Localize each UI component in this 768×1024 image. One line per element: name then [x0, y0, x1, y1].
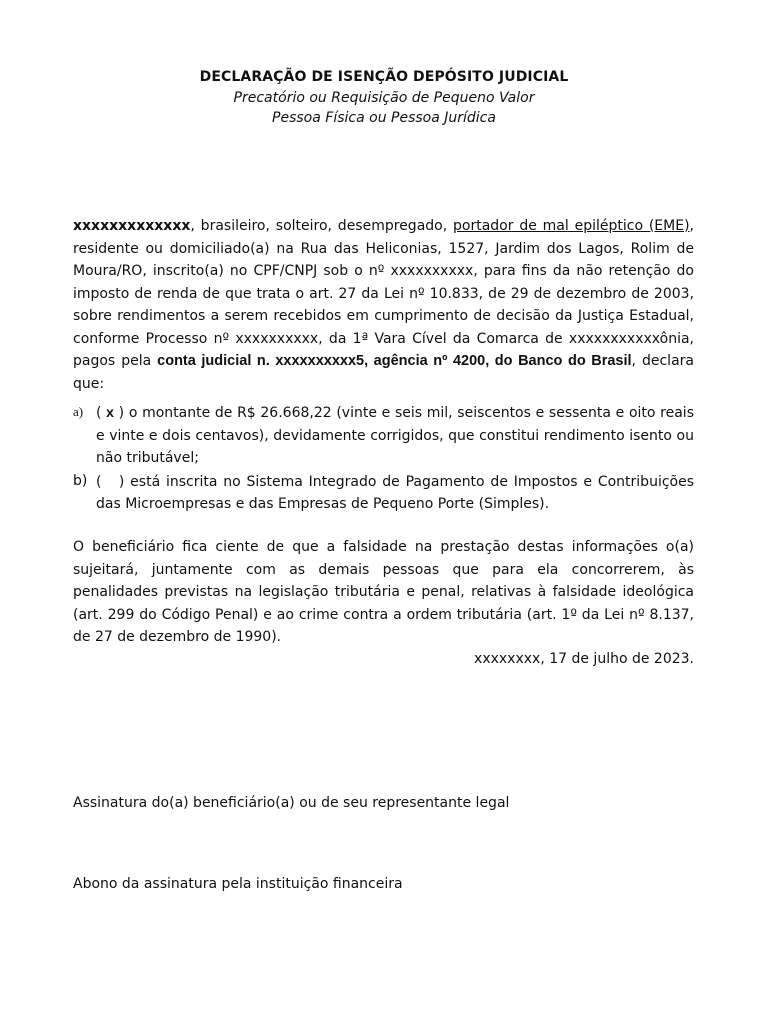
warning-paragraph: O beneficiário fica ciente de que a falsidade na prestação destas informações o(a) sujeitará, juntamente com as demais pessoas que para ela concorrerem, às penalidades previstas na legislação tributária e penal, relativas à falsidade ideológica (art. 299 do Código Penal) e ao crime contra a ordem tributária (art. 1º da Lei nº 8.137, de 27 de dezembro de 1990). — [73, 539, 694, 645]
document-subtitle-1: Precatório ou Requisição de Pequeno Valor — [233, 90, 535, 106]
item-letter: a) — [73, 404, 84, 419]
intro-paragraph — [73, 215, 694, 395]
judicial-account: conta judicial n. xxxxxxxxxx5, agência nº 4200, do Banco do Brasil — [157, 353, 632, 369]
checkbox-close: ) — [113, 405, 129, 421]
checkbox-open: ( — [96, 473, 119, 490]
item-description: o montante de R$ 26.668,22 (vinte e seis mil, seiscentos e sessenta e oito reais e vinte e dois centavos), devidamente corrigidos, que constitui rendimento isento ou não tributável; — [96, 405, 694, 466]
item-text — [96, 470, 694, 516]
item-description: está inscrita no Sistema Integrado de Pagamento de Impostos e Contribuições das Microempresas e das Empresas de Pequeno Porte (Simples). — [96, 473, 694, 512]
document-subtitle-2: Pessoa Física ou Pessoa Jurídica — [272, 110, 496, 126]
item-text — [96, 401, 694, 470]
medical-condition: portador de mal epiléptico (EME) — [453, 218, 690, 234]
checkbox-open: ( — [96, 405, 107, 421]
document-title: DECLARAÇÃO DE ISENÇÃO DEPÓSITO JUDICIAL — [199, 69, 569, 85]
beneficiary-signature-line: Assinatura do(a) beneficiário(a) ou de seu representante legal — [73, 795, 510, 811]
intro-text-part-3: , declara que: — [73, 353, 694, 392]
declarant-name: xxxxxxxxxxxxx — [73, 218, 191, 234]
item-letter: b) — [73, 472, 88, 489]
list-item — [73, 470, 694, 516]
bank-signature-line: Abono da assinatura pela instituição financeira — [73, 876, 403, 892]
declaration-items — [73, 401, 694, 516]
document-header — [0, 67, 768, 128]
checkbox-close: ) — [118, 473, 131, 490]
checkbox-mark: x — [106, 404, 114, 420]
intro-text-part-2: , residente ou domiciliado(a) na Rua das Heliconias, 1527, Jardim dos Lagos, Rolim de Moura/RO, inscrito(a) no CPF/CNPJ sob o nº xxxxxxxxxx, para fins da não retenção do imposto de renda de que trata o art. 27 da Lei nº 10.833, de 29 de dezembro de 2003, sobre rendimentos a serem recebidos em cumprimento de decisão da Justiça Estadual, conforme Processo nº xxxxxxxxxx, da 1ª Vara Cível da Comarca de xxxxxxxxxxxônia, pagos pela — [73, 218, 694, 369]
list-item — [73, 401, 694, 470]
date-line: xxxxxxxx, 17 de julho de 2023. — [474, 651, 694, 667]
intro-text-part-1: , brasileiro, solteiro, desempregado, — [190, 218, 454, 234]
